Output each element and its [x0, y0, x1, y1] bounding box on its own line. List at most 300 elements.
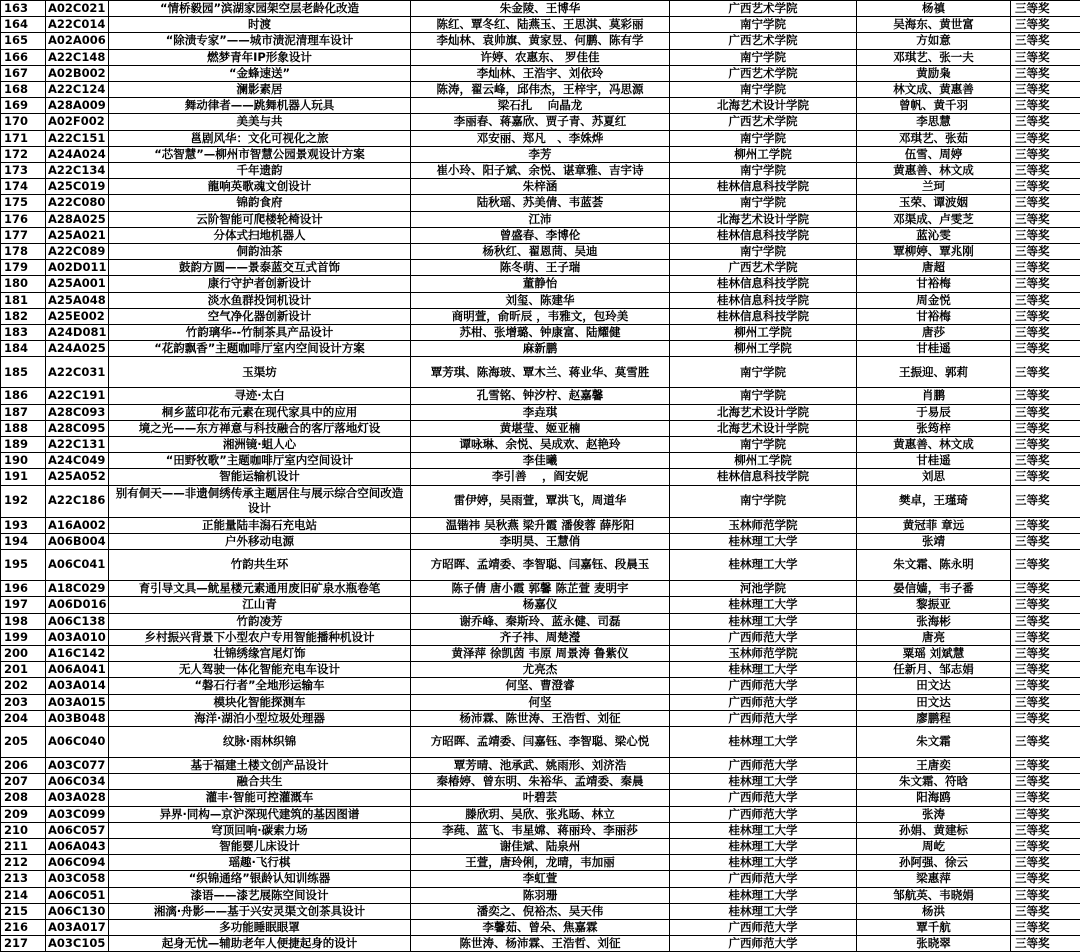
- team-members-cell: 黄堪莹、姬亚楠: [411, 420, 670, 436]
- row-number-cell: 216: [1, 919, 46, 935]
- school-cell: 桂林理工大学: [670, 597, 857, 613]
- table-row: [1, 790, 1080, 806]
- project-title-cell: 智能婴儿床设计: [109, 838, 411, 854]
- advisor-cell: 蓝沁雯: [857, 227, 1011, 243]
- row-number-cell: 182: [1, 308, 46, 324]
- entry-code-cell: A22C124: [46, 82, 109, 98]
- team-members-cell: 陈红、覃冬红、陆燕玉、王思淇、莫彩丽: [411, 17, 670, 33]
- row-number-cell: 199: [1, 629, 46, 645]
- advisor-cell: 杨洪: [857, 903, 1011, 919]
- advisor-cell: 朱文霜、陈永明: [857, 550, 1011, 581]
- advisor-cell: 王唐奕: [857, 757, 1011, 773]
- award-level-cell: 三等奖: [1011, 903, 1080, 919]
- project-title-cell: 乡村振兴背景下小型农户专用智能播种机设计: [109, 629, 411, 645]
- school-cell: 桂林理工大学: [670, 533, 857, 549]
- row-number-cell: 193: [1, 517, 46, 533]
- row-number-cell: 189: [1, 437, 46, 453]
- project-title-cell: “除渍专家”——城市渍泥清理车设计: [109, 33, 411, 49]
- award-level-cell: 三等奖: [1011, 517, 1080, 533]
- team-members-cell: 方昭晖、孟靖委、李智聪、闫嘉钰、段晨玉: [411, 550, 670, 581]
- school-cell: 南宁学院: [670, 17, 857, 33]
- table-row: [1, 871, 1080, 887]
- award-level-cell: 三等奖: [1011, 388, 1080, 404]
- entry-code-cell: A02C021: [46, 1, 109, 17]
- team-members-cell: 李丽春、蒋嘉欣、贾子青、苏夏红: [411, 114, 670, 130]
- school-cell: 南宁学院: [670, 244, 857, 260]
- team-members-cell: 朱梓涵: [411, 179, 670, 195]
- project-title-cell: 桐乡蓝印花布元素在现代家具中的应用: [109, 404, 411, 420]
- advisor-cell: 邹航英、韦晓娟: [857, 887, 1011, 903]
- team-members-cell: 梁石扎 向晶龙: [411, 98, 670, 114]
- entry-code-cell: A18C029: [46, 581, 109, 597]
- school-cell: 广西师范大学: [670, 871, 857, 887]
- team-members-cell: 杨沛霖、陈世涛、王浩哲、刘征: [411, 710, 670, 726]
- advisor-cell: 覃千航: [857, 919, 1011, 935]
- school-cell: 河池学院: [670, 581, 857, 597]
- table-row: [1, 227, 1080, 243]
- team-members-cell: 李莼、蓝飞、韦星嫦、蒋丽玲、李丽莎: [411, 822, 670, 838]
- award-level-cell: 三等奖: [1011, 146, 1080, 162]
- table-row: [1, 1, 1080, 17]
- project-title-cell: 育引导文具—鱿星楼元素通用废旧矿泉水瓶卷笔: [109, 581, 411, 597]
- table-row: [1, 855, 1080, 871]
- row-number-cell: 187: [1, 404, 46, 420]
- advisor-cell: 张晓翠: [857, 936, 1011, 952]
- table-row: [1, 404, 1080, 420]
- school-cell: 桂林理工大学: [670, 774, 857, 790]
- entry-code-cell: A22C151: [46, 130, 109, 146]
- table-row: [1, 936, 1080, 952]
- entry-code-cell: A24D081: [46, 325, 109, 341]
- team-members-cell: 朱金陵、王博华: [411, 1, 670, 17]
- advisor-cell: 黄励枭: [857, 65, 1011, 81]
- row-number-cell: 181: [1, 292, 46, 308]
- award-level-cell: 三等奖: [1011, 163, 1080, 179]
- team-members-cell: 李灿林、王浩宇、刘依玲: [411, 65, 670, 81]
- school-cell: 玉林师范学院: [670, 517, 857, 533]
- table-row: [1, 469, 1080, 485]
- project-title-cell: “织锦通络”银龄认知训练器: [109, 871, 411, 887]
- entry-code-cell: A06C057: [46, 822, 109, 838]
- advisor-cell: 唐莎: [857, 325, 1011, 341]
- row-number-cell: 213: [1, 871, 46, 887]
- team-members-cell: 温锴祎 吴秋燕 梁升霞 潘俊蓉 薛彤阳: [411, 517, 670, 533]
- award-level-cell: 三等奖: [1011, 662, 1080, 678]
- school-cell: 北海艺术设计学院: [670, 420, 857, 436]
- advisor-cell: 肖鹏: [857, 388, 1011, 404]
- row-number-cell: 197: [1, 597, 46, 613]
- team-members-cell: 何坚、曹澄睿: [411, 678, 670, 694]
- entry-code-cell: A25A052: [46, 469, 109, 485]
- team-members-cell: 陈冬萌、王子瑞: [411, 260, 670, 276]
- project-title-cell: 玉渠坊: [109, 357, 411, 388]
- school-cell: 南宁学院: [670, 195, 857, 211]
- table-row: [1, 437, 1080, 453]
- table-row: [1, 195, 1080, 211]
- project-title-cell: 时渡: [109, 17, 411, 33]
- advisor-cell: 粟瑶 刘斌慧: [857, 645, 1011, 661]
- row-number-cell: 175: [1, 195, 46, 211]
- entry-code-cell: A22C186: [46, 485, 109, 517]
- award-level-cell: 三等奖: [1011, 936, 1080, 952]
- award-level-cell: 三等奖: [1011, 855, 1080, 871]
- entry-code-cell: A22C031: [46, 357, 109, 388]
- project-title-cell: “金蜂速送”: [109, 65, 411, 81]
- row-number-cell: 212: [1, 855, 46, 871]
- award-level-cell: 三等奖: [1011, 887, 1080, 903]
- award-level-cell: 三等奖: [1011, 822, 1080, 838]
- school-cell: 桂林信息科技学院: [670, 308, 857, 324]
- table-row: [1, 49, 1080, 65]
- school-cell: 桂林信息科技学院: [670, 227, 857, 243]
- school-cell: 桂林理工大学: [670, 613, 857, 629]
- entry-code-cell: A24A025: [46, 341, 109, 357]
- school-cell: 桂林信息科技学院: [670, 292, 857, 308]
- row-number-cell: 164: [1, 17, 46, 33]
- advisor-cell: 张海彬: [857, 613, 1011, 629]
- award-level-cell: 三等奖: [1011, 420, 1080, 436]
- row-number-cell: 192: [1, 485, 46, 517]
- team-members-cell: 尤亮杰: [411, 662, 670, 678]
- entry-code-cell: A02D011: [46, 260, 109, 276]
- table-row: [1, 678, 1080, 694]
- table-row: [1, 163, 1080, 179]
- entry-code-cell: A24A024: [46, 146, 109, 162]
- award-level-cell: 三等奖: [1011, 871, 1080, 887]
- advisor-cell: 黎振亚: [857, 597, 1011, 613]
- team-members-cell: 覃芳琪、陈海玻、覃木兰、蒋业华、莫雪胜: [411, 357, 670, 388]
- project-title-cell: 壮锦绣缘宫尾灯饰: [109, 645, 411, 661]
- team-members-cell: 苏柑、张增璐、钟康富、陆耀健: [411, 325, 670, 341]
- award-level-cell: 三等奖: [1011, 98, 1080, 114]
- row-number-cell: 209: [1, 806, 46, 822]
- entry-code-cell: A03A014: [46, 678, 109, 694]
- advisor-cell: 伍雪、周婷: [857, 146, 1011, 162]
- entry-code-cell: A06C034: [46, 774, 109, 790]
- entry-code-cell: A03B048: [46, 710, 109, 726]
- entry-code-cell: A06A041: [46, 662, 109, 678]
- row-number-cell: 205: [1, 726, 46, 757]
- project-title-cell: 多功能睡眠眼罩: [109, 919, 411, 935]
- team-members-cell: 秦椿婷、曾东明、朱裕华、孟靖委、秦晨: [411, 774, 670, 790]
- team-members-cell: 杨嘉仪: [411, 597, 670, 613]
- advisor-cell: 田文达: [857, 694, 1011, 710]
- advisor-cell: 玉荣、谭波姻: [857, 195, 1011, 211]
- row-number-cell: 163: [1, 1, 46, 17]
- school-cell: 柳州工学院: [670, 453, 857, 469]
- project-title-cell: 漆语——漆艺展陈空间设计: [109, 887, 411, 903]
- school-cell: 柳州工学院: [670, 341, 857, 357]
- project-title-cell: 燃梦青年IP形象设计: [109, 49, 411, 65]
- entry-code-cell: A06C041: [46, 550, 109, 581]
- team-members-cell: 齐子祎、周楚瀅: [411, 629, 670, 645]
- team-members-cell: 李引善 ，阎安妮: [411, 469, 670, 485]
- school-cell: 玉林师范学院: [670, 645, 857, 661]
- advisor-cell: 甘裕梅: [857, 308, 1011, 324]
- table-row: [1, 179, 1080, 195]
- award-level-cell: 三等奖: [1011, 308, 1080, 324]
- advisor-cell: 张涛: [857, 806, 1011, 822]
- project-title-cell: 侗韵油茶: [109, 244, 411, 260]
- team-members-cell: 陈涛，翟云峰，邱伟杰，王梓宇，冯思源: [411, 82, 670, 98]
- entry-code-cell: A25E002: [46, 308, 109, 324]
- team-members-cell: 李明昊、王慧俏: [411, 533, 670, 549]
- entry-code-cell: A28C093: [46, 404, 109, 420]
- entry-code-cell: A03A010: [46, 629, 109, 645]
- row-number-cell: 186: [1, 388, 46, 404]
- project-title-cell: 境之光——东方禅意与科技融合的客厅落地灯设: [109, 420, 411, 436]
- award-level-cell: 三等奖: [1011, 919, 1080, 935]
- entry-code-cell: A03A017: [46, 919, 109, 935]
- table-row: [1, 292, 1080, 308]
- table-row: [1, 806, 1080, 822]
- school-cell: 南宁学院: [670, 163, 857, 179]
- entry-code-cell: A06C130: [46, 903, 109, 919]
- row-number-cell: 180: [1, 276, 46, 292]
- award-level-cell: 三等奖: [1011, 757, 1080, 773]
- project-title-cell: 锦韵食府: [109, 195, 411, 211]
- entry-code-cell: A22C134: [46, 163, 109, 179]
- award-level-cell: 三等奖: [1011, 276, 1080, 292]
- advisor-cell: 孙阿强、徐云: [857, 855, 1011, 871]
- school-cell: 广西艺术学院: [670, 33, 857, 49]
- advisor-cell: 周屹: [857, 838, 1011, 854]
- project-title-cell: 基于福建土楼文创产品设计: [109, 757, 411, 773]
- row-number-cell: 211: [1, 838, 46, 854]
- award-level-cell: 三等奖: [1011, 227, 1080, 243]
- advisor-cell: 黄惠善、林文成: [857, 163, 1011, 179]
- team-members-cell: 方昭晖、孟靖委、闫嘉钰、李智聪、梁心悦: [411, 726, 670, 757]
- team-members-cell: 雷伊婷，吴雨萱，覃洪飞，周道华: [411, 485, 670, 517]
- project-title-cell: 竹韵共生环: [109, 550, 411, 581]
- entry-code-cell: A22C089: [46, 244, 109, 260]
- table-row: [1, 33, 1080, 49]
- entry-code-cell: A03A028: [46, 790, 109, 806]
- row-number-cell: 203: [1, 694, 46, 710]
- school-cell: 桂林理工大学: [670, 887, 857, 903]
- school-cell: 广西师范大学: [670, 790, 857, 806]
- row-number-cell: 170: [1, 114, 46, 130]
- award-level-cell: 三等奖: [1011, 453, 1080, 469]
- award-table-body: [1, 1, 1080, 952]
- advisor-cell: 兰珂: [857, 179, 1011, 195]
- project-title-cell: 正能量陆丰潟石充电站: [109, 517, 411, 533]
- project-title-cell: 别有侗天——非遗侗绣传承主题居住与展示综合空间改造设计: [109, 485, 411, 517]
- school-cell: 广西师范大学: [670, 629, 857, 645]
- school-cell: 桂林信息科技学院: [670, 179, 857, 195]
- entry-code-cell: A06C040: [46, 726, 109, 757]
- table-row: [1, 341, 1080, 357]
- table-row: [1, 726, 1080, 757]
- entry-code-cell: A25C019: [46, 179, 109, 195]
- school-cell: 广西师范大学: [670, 710, 857, 726]
- project-title-cell: 智能运输机设计: [109, 469, 411, 485]
- project-title-cell: 湘洲镜·蛆人心: [109, 437, 411, 453]
- award-level-cell: 三等奖: [1011, 244, 1080, 260]
- table-row: [1, 114, 1080, 130]
- table-row: [1, 244, 1080, 260]
- table-row: [1, 485, 1080, 517]
- project-title-cell: 灌丰·智能可控灌溉车: [109, 790, 411, 806]
- project-title-cell: 澜影素居: [109, 82, 411, 98]
- row-number-cell: 178: [1, 244, 46, 260]
- advisor-cell: 覃柳婷、覃兆刚: [857, 244, 1011, 260]
- table-row: [1, 146, 1080, 162]
- advisor-cell: 樊卓，王瑾琦: [857, 485, 1011, 517]
- row-number-cell: 188: [1, 420, 46, 436]
- award-level-cell: 三等奖: [1011, 260, 1080, 276]
- team-members-cell: 杨秋红、翟恩茼、吴迪: [411, 244, 670, 260]
- table-row: [1, 276, 1080, 292]
- row-number-cell: 176: [1, 211, 46, 227]
- row-number-cell: 210: [1, 822, 46, 838]
- entry-code-cell: A22C131: [46, 437, 109, 453]
- table-row: [1, 388, 1080, 404]
- team-members-cell: 陈羽珊: [411, 887, 670, 903]
- school-cell: 桂林信息科技学院: [670, 469, 857, 485]
- team-members-cell: 刘玺、陈建华: [411, 292, 670, 308]
- school-cell: 柳州工学院: [670, 146, 857, 162]
- row-number-cell: 194: [1, 533, 46, 549]
- school-cell: 桂林信息科技学院: [670, 276, 857, 292]
- advisor-cell: 王振迎、郭莉: [857, 357, 1011, 388]
- row-number-cell: 168: [1, 82, 46, 98]
- project-title-cell: “情桥毅园”滨湖家园架空层老龄化改造: [109, 1, 411, 17]
- school-cell: 广西艺术学院: [670, 1, 857, 17]
- advisor-cell: 李思慧: [857, 114, 1011, 130]
- entry-code-cell: A03A015: [46, 694, 109, 710]
- school-cell: 北海艺术设计学院: [670, 211, 857, 227]
- team-members-cell: 谢乔峰、秦斯玲、蓝永健、司磊: [411, 613, 670, 629]
- team-members-cell: 董静怡: [411, 276, 670, 292]
- entry-code-cell: A25A021: [46, 227, 109, 243]
- award-level-cell: 三等奖: [1011, 485, 1080, 517]
- award-level-cell: 三等奖: [1011, 774, 1080, 790]
- school-cell: 桂林理工大学: [670, 903, 857, 919]
- entry-code-cell: A25A048: [46, 292, 109, 308]
- advisor-cell: 曾帆、黄千羽: [857, 98, 1011, 114]
- team-members-cell: 李佳曦: [411, 453, 670, 469]
- project-title-cell: 寻迹·太白: [109, 388, 411, 404]
- entry-code-cell: A03C105: [46, 936, 109, 952]
- school-cell: 广西艺术学院: [670, 114, 857, 130]
- row-number-cell: 191: [1, 469, 46, 485]
- award-level-cell: 三等奖: [1011, 533, 1080, 549]
- table-row: [1, 887, 1080, 903]
- advisor-cell: 朱文霜、符晗: [857, 774, 1011, 790]
- advisor-cell: 林文成、黄惠善: [857, 82, 1011, 98]
- team-members-cell: 叶碧芸: [411, 790, 670, 806]
- advisor-cell: 方如意: [857, 33, 1011, 49]
- school-cell: 柳州工学院: [670, 325, 857, 341]
- school-cell: 广西师范大学: [670, 936, 857, 952]
- table-row: [1, 260, 1080, 276]
- table-row: [1, 919, 1080, 935]
- school-cell: 桂林理工大学: [670, 550, 857, 581]
- project-title-cell: 湘漓·舟影——基于兴安灵渠文创茶具设计: [109, 903, 411, 919]
- advisor-cell: 张靖: [857, 533, 1011, 549]
- award-level-cell: 三等奖: [1011, 613, 1080, 629]
- school-cell: 南宁学院: [670, 82, 857, 98]
- project-title-cell: “花韵飘香”主题咖啡厅室内空间设计方案: [109, 341, 411, 357]
- table-row: [1, 629, 1080, 645]
- table-row: [1, 453, 1080, 469]
- table-row: [1, 308, 1080, 324]
- project-title-cell: 美美与共: [109, 114, 411, 130]
- award-level-cell: 三等奖: [1011, 629, 1080, 645]
- project-title-cell: 龍响英歌魂文创设计: [109, 179, 411, 195]
- row-number-cell: 183: [1, 325, 46, 341]
- award-level-cell: 三等奖: [1011, 838, 1080, 854]
- advisor-cell: 任新月、邹志娟: [857, 662, 1011, 678]
- table-row: [1, 17, 1080, 33]
- award-level-cell: 三等奖: [1011, 357, 1080, 388]
- row-number-cell: 166: [1, 49, 46, 65]
- team-members-cell: 谢佳斌、陆泉州: [411, 838, 670, 854]
- project-title-cell: 江山青: [109, 597, 411, 613]
- project-title-cell: 康行守护者创新设计: [109, 276, 411, 292]
- award-level-cell: 三等奖: [1011, 678, 1080, 694]
- table-row: [1, 533, 1080, 549]
- entry-code-cell: A02B002: [46, 65, 109, 81]
- row-number-cell: 174: [1, 179, 46, 195]
- entry-code-cell: A24C049: [46, 453, 109, 469]
- entry-code-cell: A06C094: [46, 855, 109, 871]
- team-members-cell: 曾盛春、李博伦: [411, 227, 670, 243]
- project-title-cell: “田野牧歌”主题咖啡厅室内空间设计: [109, 453, 411, 469]
- project-title-cell: 竹韵凌芳: [109, 613, 411, 629]
- row-number-cell: 214: [1, 887, 46, 903]
- team-members-cell: 李虹萱: [411, 871, 670, 887]
- team-members-cell: 麻新鹏: [411, 341, 670, 357]
- advisor-cell: 甘桂遥: [857, 341, 1011, 357]
- school-cell: 南宁学院: [670, 357, 857, 388]
- school-cell: 广西艺术学院: [670, 260, 857, 276]
- table-row: [1, 694, 1080, 710]
- school-cell: 南宁学院: [670, 49, 857, 65]
- school-cell: 北海艺术设计学院: [670, 404, 857, 420]
- school-cell: 桂林理工大学: [670, 855, 857, 871]
- advisor-cell: 孙娟、黄建标: [857, 822, 1011, 838]
- project-title-cell: 鼓韵方圆——景泰蓝交互式首饰: [109, 260, 411, 276]
- table-row: [1, 645, 1080, 661]
- row-number-cell: 184: [1, 341, 46, 357]
- team-members-cell: 谭咏琳、余悦、吴成欢、赵艳玲: [411, 437, 670, 453]
- school-cell: 广西师范大学: [670, 806, 857, 822]
- award-level-cell: 三等奖: [1011, 1, 1080, 17]
- team-members-cell: 何坚: [411, 694, 670, 710]
- team-members-cell: 李垚琪: [411, 404, 670, 420]
- team-members-cell: 商明萱，俞昕辰 ，韦雅文，包玲美: [411, 308, 670, 324]
- project-title-cell: 异界·同构—京沪深现代建筑的基因图谱: [109, 806, 411, 822]
- award-level-cell: 三等奖: [1011, 195, 1080, 211]
- entry-code-cell: A06C138: [46, 613, 109, 629]
- row-number-cell: 185: [1, 357, 46, 388]
- advisor-cell: 于易辰: [857, 404, 1011, 420]
- table-row: [1, 357, 1080, 388]
- award-level-cell: 三等奖: [1011, 325, 1080, 341]
- school-cell: 桂林理工大学: [670, 838, 857, 854]
- advisor-cell: 田文达: [857, 678, 1011, 694]
- advisor-cell: 梁惠萍: [857, 871, 1011, 887]
- table-row: [1, 613, 1080, 629]
- project-title-cell: 淡水鱼群投饲机设计: [109, 292, 411, 308]
- award-level-cell: 三等奖: [1011, 790, 1080, 806]
- advisor-cell: 甘桂遥: [857, 453, 1011, 469]
- table-row: [1, 662, 1080, 678]
- team-members-cell: 孔雪铭、钟汐柠、赵嘉馨: [411, 388, 670, 404]
- entry-code-cell: A22C148: [46, 49, 109, 65]
